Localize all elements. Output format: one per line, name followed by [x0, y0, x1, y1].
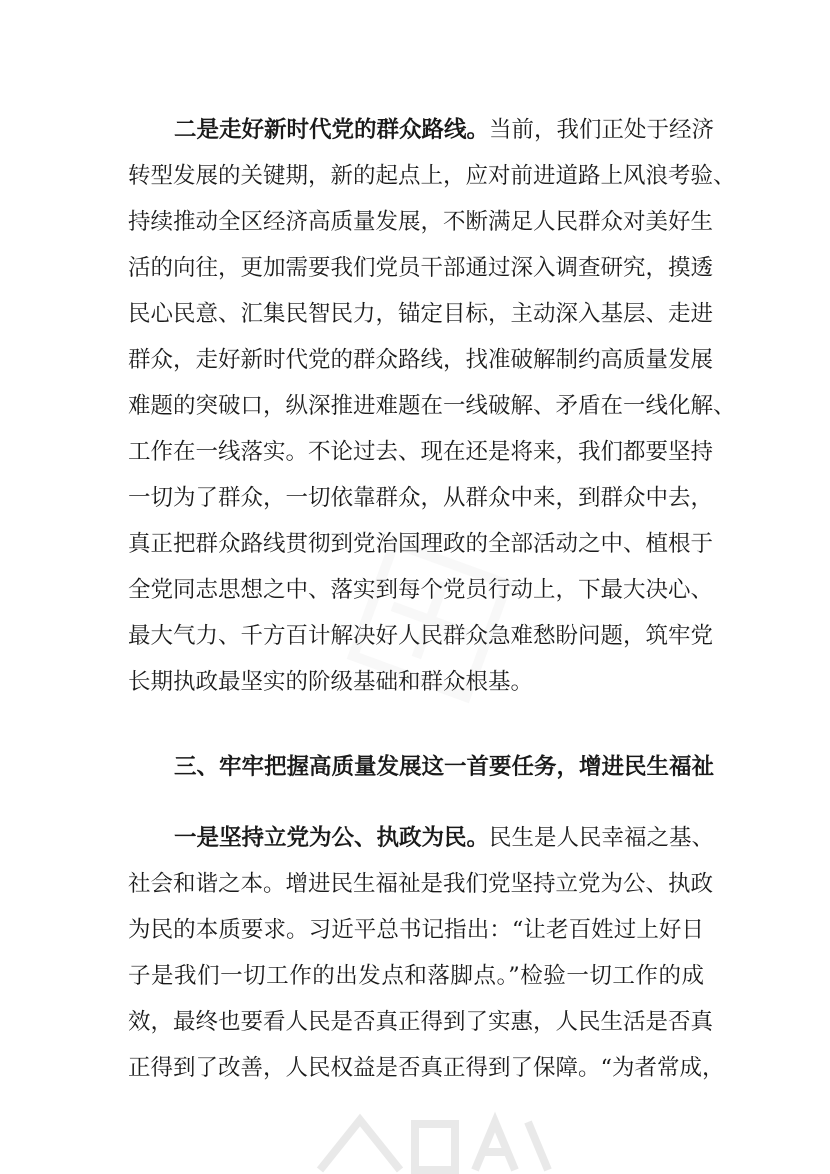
section-heading-3: 三、牢牢把握高质量发展这一首要任务，增进民生福祉: [174, 754, 715, 780]
paragraph-2-line: 社会和谐之本。增进民生福祉是我们党坚持立党为公、执政: [128, 871, 714, 897]
paragraph-1-line: 真正把群众路线贯彻到党治国理政的全部活动之中、植根于: [128, 531, 714, 557]
paragraph-1-line-1: [174, 111, 715, 149]
paragraph-2-line: 子是我们一切工作的出发点和落脚点。”检验一切工作的成: [128, 963, 704, 989]
paragraph-2-lead: 一是坚持立党为公、执政为民。: [174, 825, 490, 851]
paragraph-1-line: 民心民意、汇集民智民力，锚定目标，主动深入基层、走进: [128, 301, 714, 327]
paragraph-2-line: 效，最终也要看人民是否真正得到了实惠，人民生活是否真: [128, 1009, 714, 1035]
paragraph-1-line: 最大气力、千方百计解决好人民群众急难愁盼问题，筑牢党: [128, 623, 714, 649]
paragraph-1-line: 长期执政最坚实的阶级基础和群众根基。: [128, 669, 534, 695]
paragraph-1-line: 一切为了群众，一切依靠群众，从群众中来，到群众中去，: [128, 485, 714, 511]
paragraph-1-line: 转型发展的关键期，新的起点上，应对前进道路上风浪考验、: [128, 163, 736, 189]
paragraph-1-line: 难题的突破口，纵深推进难题在一线破解、矛盾在一线化解、: [128, 393, 736, 419]
paragraph-1-line: 全党同志思想之中、落实到每个党员行动上，下最大决心、: [128, 577, 714, 603]
paragraph-2-line: 为民的本质要求。习近平总书记指出：“让老百姓过上好日: [128, 917, 704, 943]
watermark-stamp: [300, 1110, 560, 1174]
paragraph-1-text: 当前，我们正处于经济: [489, 117, 715, 143]
watermark-graphic: [330, 520, 530, 720]
paragraph-1-lead: 二是走好新时代党的群众路线。: [174, 117, 490, 143]
paragraph-1-line: 活的向往，更加需要我们党员干部通过深入调查研究，摸透: [128, 255, 714, 281]
paragraph-2-line: 正得到了改善，人民权益是否真正得到了保障。“为者常成，: [128, 1055, 725, 1081]
paragraph-2-line-1: [174, 819, 715, 857]
paragraph-1-line: 工作在一线落实。不论过去、现在还是将来，我们都要坚持: [128, 439, 714, 465]
paragraph-1-line: 持续推动全区经济高质量发展，不断满足人民群众对美好生: [128, 209, 714, 235]
paragraph-1-line: 群众，走好新时代党的群众路线，找准破解制约高质量发展: [128, 347, 714, 373]
paragraph-2-text: 民生是人民幸福之基、: [489, 825, 715, 851]
